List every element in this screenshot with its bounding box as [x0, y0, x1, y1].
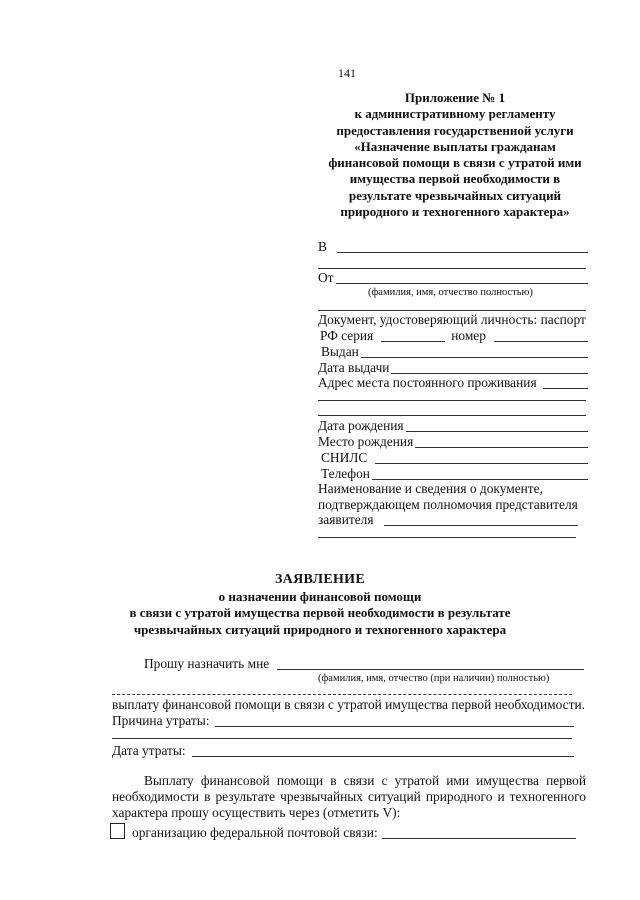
statement-title-block — [0, 572, 640, 638]
doc-label: Документ, удостоверяющий личность: паспорт — [318, 312, 586, 327]
statement-subtitle-line: чрезвычайных ситуаций природного и техногенного характера — [133, 621, 507, 637]
request-label: Прошу назначить мне — [144, 656, 270, 671]
phone-field[interactable] — [372, 467, 588, 480]
payout-paragraph-text: Выплату финансовой помощи в связи с утратой ими имущества первой необходимости в результате чрезвычайных ситуаций природного и техногенного характера прошу осуществить через (отметить V): — [112, 773, 586, 820]
phone-label: Телефон — [321, 466, 370, 481]
number-label: номер — [451, 328, 486, 343]
issued-field[interactable] — [361, 345, 588, 358]
from-label: От — [318, 270, 334, 285]
birth-date-field[interactable] — [406, 419, 588, 432]
birth-place-row — [318, 434, 588, 450]
reason-row — [112, 713, 574, 729]
address-field[interactable] — [543, 376, 588, 389]
reason-label: Причина утраты: — [112, 713, 210, 728]
appendix-line: к административному регламенту — [354, 106, 556, 122]
snils-field[interactable] — [375, 451, 588, 464]
series-number-row — [318, 328, 588, 344]
statement-subtitle-line: в связи с утратой имущества первой необходимости в результате — [129, 605, 511, 620]
loss-date-row — [112, 743, 574, 759]
issue-date-row — [318, 360, 588, 376]
birth-date-label: Дата рождения — [318, 418, 404, 433]
from-caption: (фамилия, имя, отчество полностью) — [368, 287, 533, 298]
to-label: В — [318, 239, 327, 254]
appendix-header — [300, 90, 610, 220]
request-caption: (фамилия, имя, отчество (при наличии) полностью) — [318, 673, 550, 684]
rep-doc-row-3 — [318, 512, 588, 528]
number-field[interactable] — [494, 329, 588, 342]
birth-place-label: Место рождения — [318, 434, 414, 449]
doc-row — [318, 312, 588, 328]
birth-date-row — [318, 418, 588, 434]
option-post-label: организацию федеральной почтовой связи: — [132, 825, 378, 840]
to-row — [318, 239, 588, 255]
reason-field[interactable] — [215, 714, 574, 727]
rep-doc-row-1 — [318, 481, 588, 497]
rep-doc-field[interactable] — [384, 513, 578, 526]
rep-doc-label-3: заявителя — [318, 512, 374, 527]
appendix-line: «Назначение выплаты гражданам — [354, 138, 556, 154]
page-number: 141 — [338, 66, 356, 80]
issued-label: Выдан — [321, 344, 359, 359]
to-field[interactable] — [337, 240, 588, 253]
statement-title: ЗАЯВЛЕНИЕ — [274, 572, 365, 587]
from-row — [318, 270, 588, 286]
birth-place-field[interactable] — [415, 435, 588, 448]
address-row — [318, 375, 588, 391]
appendix-line: природного и техногенного характера» — [340, 204, 570, 220]
appendix-line: Приложение № 1 — [404, 90, 506, 105]
option-post-field[interactable] — [382, 826, 576, 839]
snils-label: СНИЛС — [321, 450, 368, 465]
reason-field-line-2[interactable] — [112, 738, 572, 739]
loss-date-label: Дата утраты: — [112, 743, 186, 758]
issue-date-field[interactable] — [391, 361, 588, 374]
option-post-checkbox[interactable] — [110, 823, 125, 839]
appendix-line: финансовой помощи в связи с утратой ими — [328, 155, 582, 171]
rep-doc-row-2 — [318, 497, 588, 513]
phone-row — [318, 466, 588, 482]
address-label: Адрес места постоянного проживания — [318, 375, 537, 390]
issued-row — [318, 344, 588, 360]
from-field[interactable] — [336, 271, 588, 284]
address-field-line-2[interactable] — [318, 400, 586, 401]
appendix-line: предоставления государственной услуги — [336, 122, 574, 138]
request-name-field[interactable] — [277, 657, 584, 670]
statement-subtitle-line: о назначении финансовой помощи — [218, 588, 422, 604]
payment-line: выплату финансовой помощи в связи с утратой имущества первой необходимости. — [112, 697, 585, 712]
rep-doc-label-2: подтверждающем полномочия представителя — [318, 497, 578, 512]
request-name-field-line-2[interactable] — [112, 694, 572, 695]
series-field[interactable] — [381, 329, 445, 342]
rep-doc-label-1: Наименование и сведения о документе, — [318, 481, 543, 496]
request-row — [144, 656, 586, 672]
loss-date-field[interactable] — [192, 744, 574, 757]
snils-row — [318, 450, 588, 466]
rf-series-label: РФ серия — [320, 328, 374, 343]
appendix-line: имущества первой необходимости в — [349, 171, 561, 187]
issue-date-label: Дата выдачи — [318, 360, 390, 375]
to-field-line-2[interactable] — [318, 268, 586, 269]
payment-row — [112, 697, 586, 713]
option-post-text-row — [132, 825, 576, 841]
option-post-row — [112, 823, 586, 841]
appendix-line: результате чрезвычайных ситуаций — [348, 187, 562, 203]
rep-doc-field-line-2[interactable] — [318, 537, 576, 538]
address-field-line-3[interactable] — [318, 415, 586, 416]
from-field-line-2[interactable] — [318, 310, 586, 311]
payout-paragraph — [112, 773, 586, 821]
